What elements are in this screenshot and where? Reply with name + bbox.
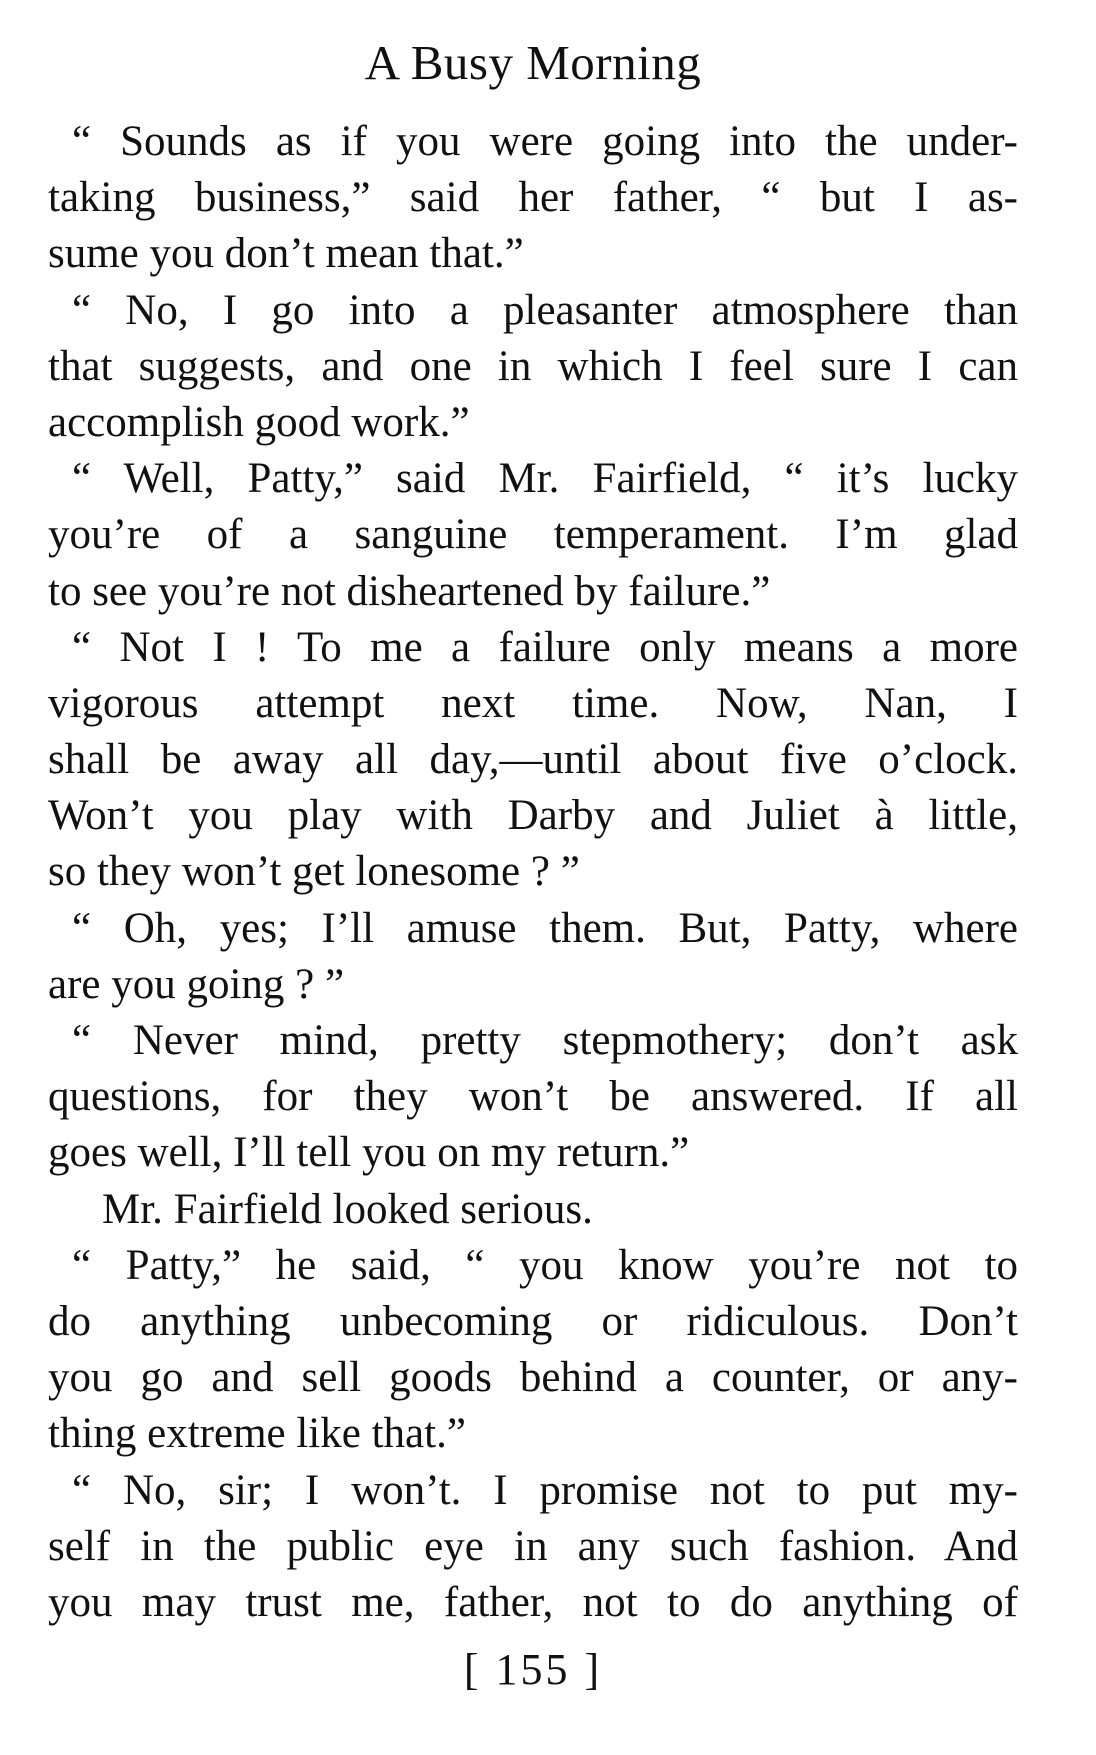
book-page xyxy=(48,0,1018,1755)
text-line: “ Patty,” he said, “ you know you’re not to xyxy=(72,1241,1018,1289)
text-line: accomplish good work.” xyxy=(48,398,470,446)
text-line: “ Not I ! To me a failure only means a more xyxy=(72,623,1018,671)
text-line: to see you’re not disheartened by failure.” xyxy=(48,567,771,615)
text-line: that suggests, and one in which I feel sure I can xyxy=(48,342,1018,390)
text-line: thing extreme like that.” xyxy=(48,1410,466,1458)
page-number: [ 155 ] xyxy=(463,1645,603,1694)
text-line: so they won’t get lonesome ? ” xyxy=(48,848,580,896)
text-line: “ Never mind, pretty stepmothery; don’t ask xyxy=(72,1017,1018,1064)
body-text xyxy=(48,114,1018,1631)
text-line: “ Sounds as if you were going into the under- xyxy=(72,118,1018,165)
text-line: shall be away all day,—until about five o’clock. xyxy=(48,736,1018,784)
running-header: A Busy Morning xyxy=(364,35,702,90)
text-line: vigorous attempt next time. Now, Nan, I xyxy=(48,679,1018,727)
text-line: do anything unbecoming or ridiculous. Don’t xyxy=(48,1297,1018,1345)
text-line: you’re of a sanguine temperament. I’m glad xyxy=(48,511,1018,559)
text-line: “ No, sir; I won’t. I promise not to put my- xyxy=(72,1466,1018,1514)
text-line: “ Well, Patty,” said Mr. Fairfield, “ it’s lucky xyxy=(72,455,1018,503)
text-line: Mr. Fairfield looked serious. xyxy=(102,1185,593,1233)
text-line: goes well, I’ll tell you on my return.” xyxy=(48,1129,690,1177)
text-line: self in the public eye in any such fashion. And xyxy=(48,1522,1018,1570)
text-line: “ Oh, yes; I’ll amuse them. But, Patty, where xyxy=(72,904,1018,952)
text-line: you may trust me, father, not to do anything of xyxy=(48,1578,1018,1626)
text-line: “ No, I go into a pleasanter atmosphere than xyxy=(72,286,1018,334)
text-line: questions, for they won’t be answered. If all xyxy=(48,1073,1018,1121)
text-line: taking business,” said her father, “ but I as- xyxy=(48,174,1018,222)
text-line: are you going ? ” xyxy=(48,960,345,1008)
text-line: you go and sell goods behind a counter, or any- xyxy=(48,1354,1018,1402)
text-line: Won’t you play with Darby and Juliet à little, xyxy=(48,792,1018,840)
text-line: sume you don’t mean that.” xyxy=(48,230,524,278)
